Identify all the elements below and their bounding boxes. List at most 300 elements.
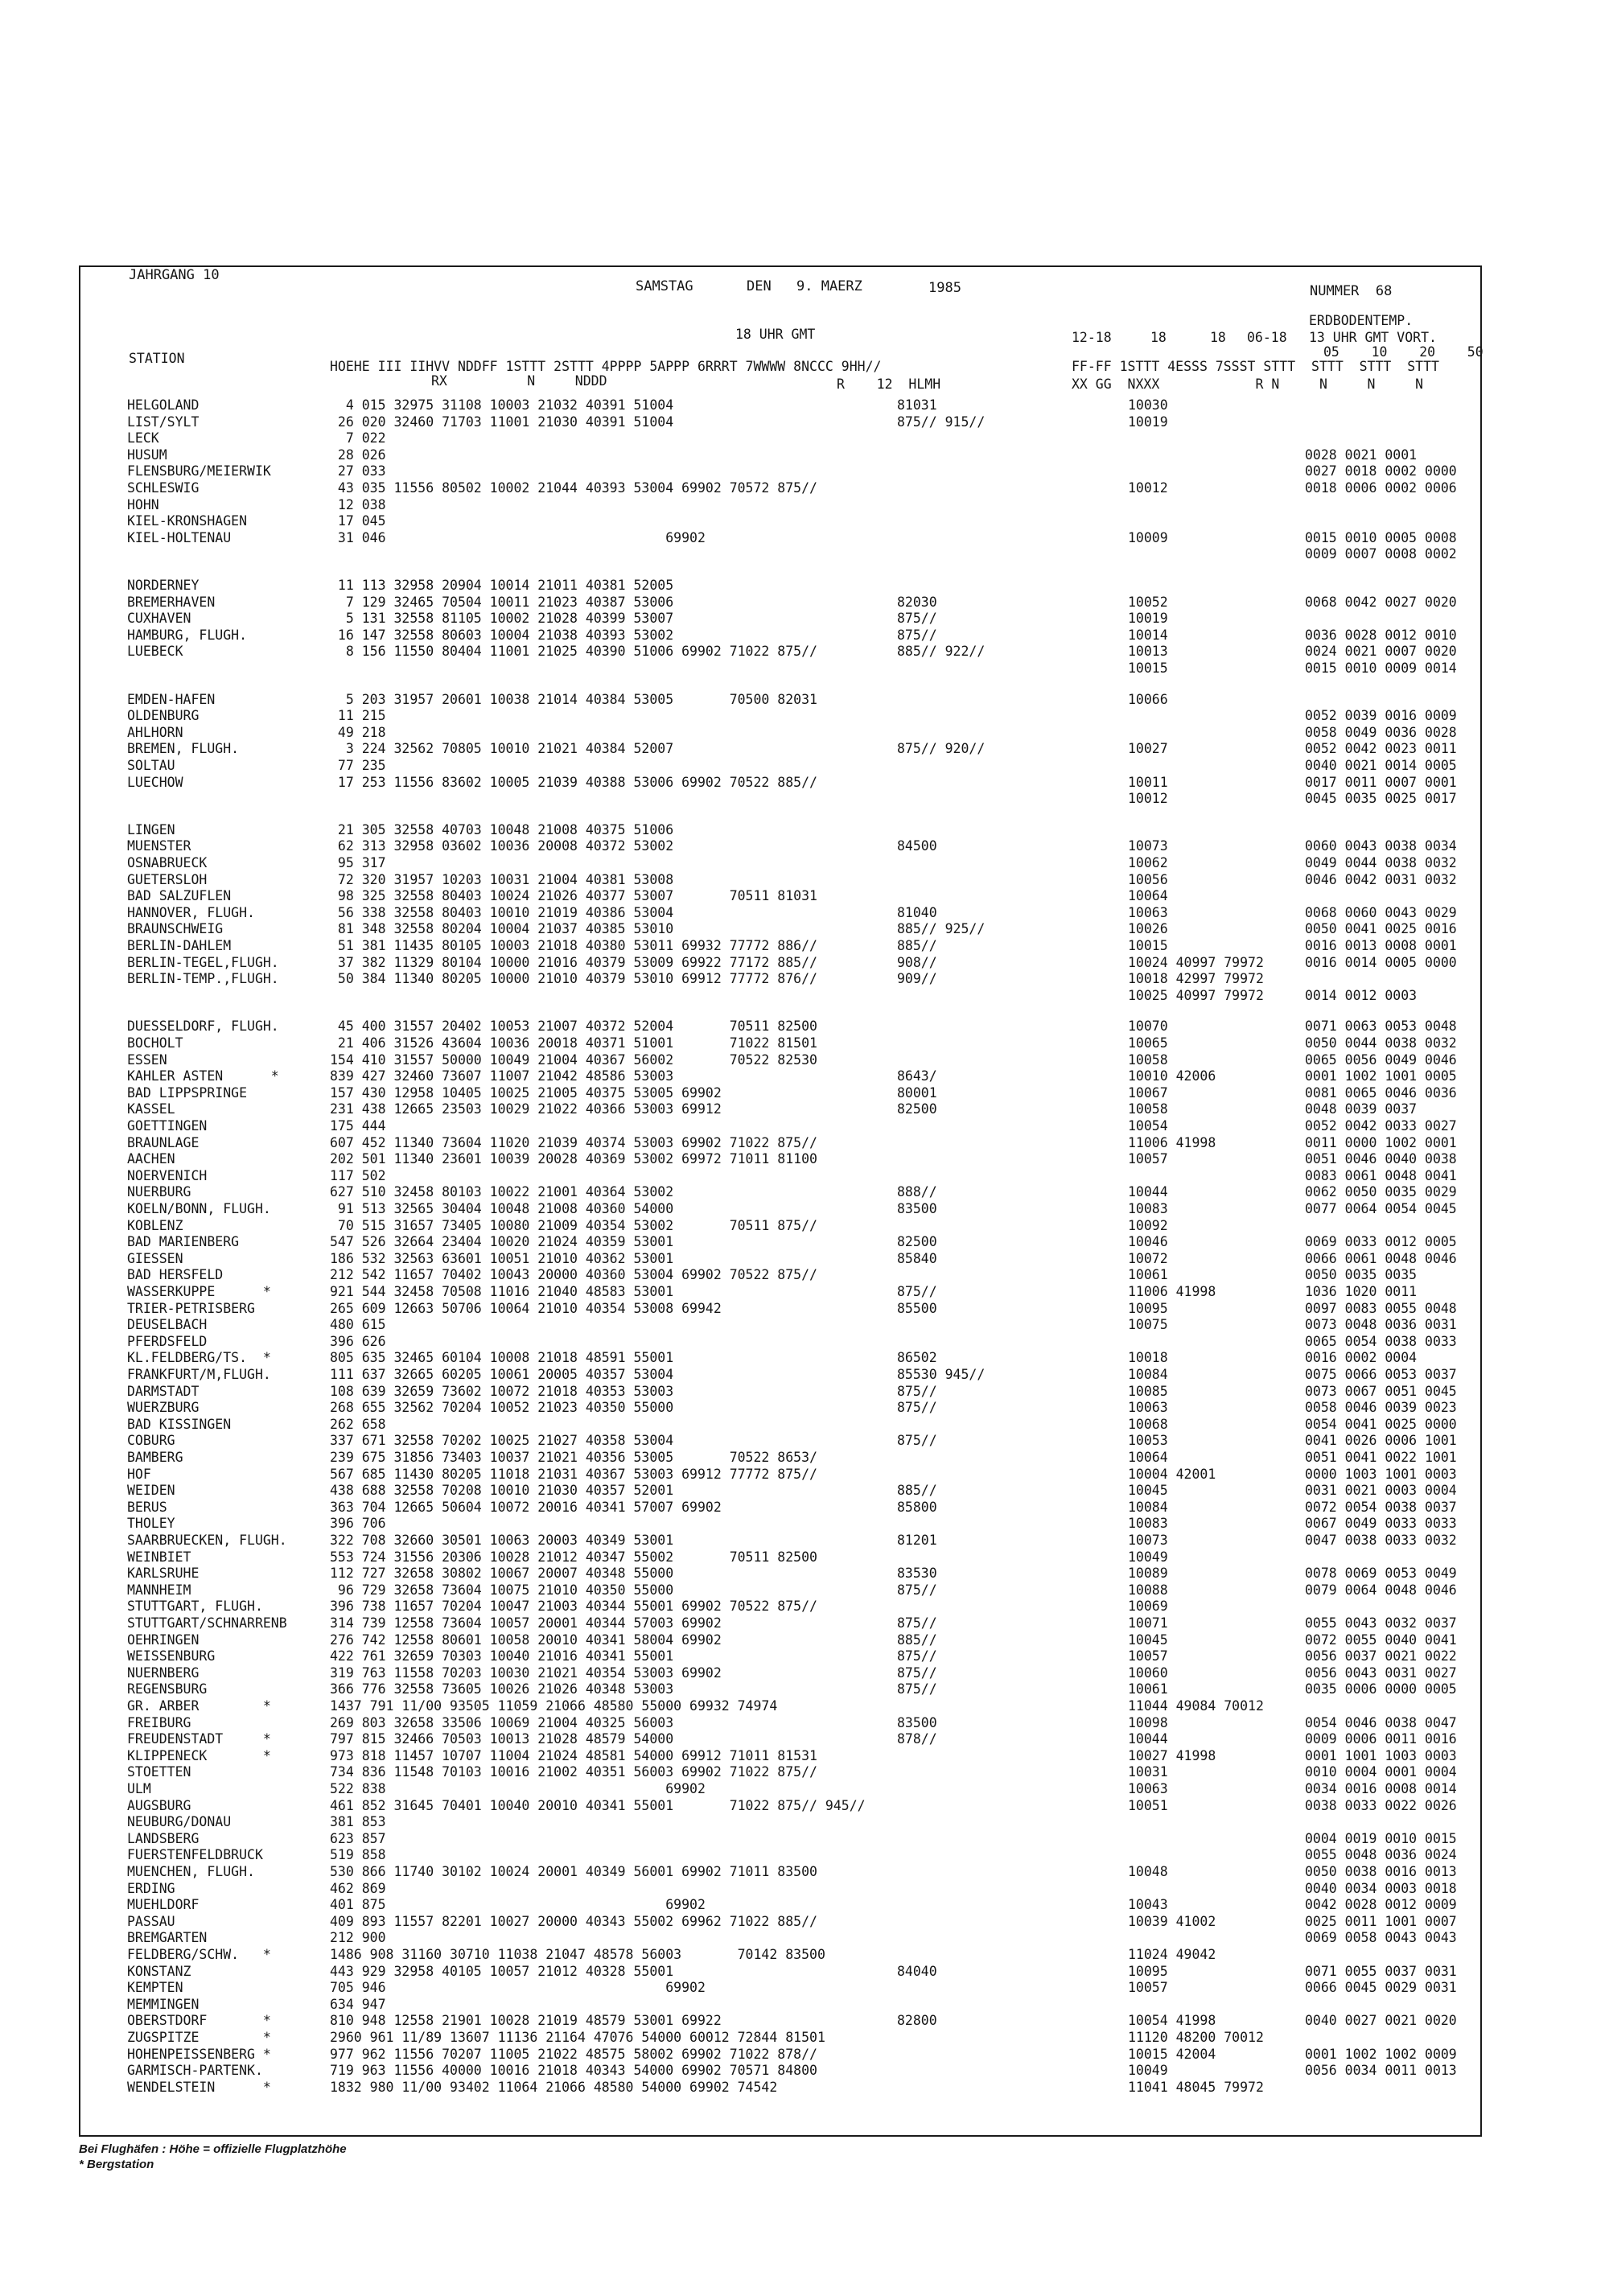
obs-18-extremes: 10046 <box>1128 1234 1168 1249</box>
obs-main: 16 147 32558 80603 10004 21038 40393 53002 <box>330 627 674 643</box>
obs-main: 719 963 11556 40000 10016 21018 40343 54000 69902 70571 84800 <box>330 2063 817 2078</box>
obs-extra: 875// <box>897 1648 937 1664</box>
table-row <box>80 611 1480 627</box>
obs-extra: 85840 <box>897 1251 937 1266</box>
obs-main: 422 761 32659 70303 10040 21016 40341 55001 <box>330 1648 674 1664</box>
obs-main: 186 532 32563 63601 10051 21010 40362 53001 <box>330 1251 674 1266</box>
obs-extra: 81040 <box>897 905 937 920</box>
erdboden-header: ERDBODENTEMP. <box>1309 313 1414 328</box>
soil-temps: 0031 0021 0003 0004 <box>1305 1483 1457 1498</box>
obs-18-extremes: 11006 41998 <box>1128 1135 1216 1150</box>
obs-18-extremes: 10063 <box>1128 905 1168 920</box>
table-row <box>80 1980 1480 1996</box>
station-name: ESSEN <box>127 1052 167 1068</box>
soil-temps: 0015 0010 0009 0014 <box>1305 660 1457 676</box>
table-row <box>80 1566 1480 1582</box>
obs-18-extremes: 10065 <box>1128 1035 1168 1051</box>
obs-main: 396 626 <box>330 1334 386 1349</box>
obs-main: 212 542 11657 70402 10043 20000 40360 53004 69902 70522 875// <box>330 1267 817 1282</box>
table-row <box>80 955 1480 971</box>
soil-temps: 0051 0046 0040 0038 <box>1305 1151 1457 1167</box>
obs-main: 98 325 32558 80403 10024 21026 40377 53007 70511 81031 <box>330 888 817 903</box>
table-row <box>80 988 1480 1004</box>
table-row <box>80 546 1480 562</box>
table-row <box>80 725 1480 741</box>
obs-main: 95 317 <box>330 855 386 870</box>
station-name: LINGEN <box>127 822 175 837</box>
obs-main: 112 727 32658 30802 10067 20007 40348 55000 <box>330 1566 674 1581</box>
obs-main: 547 526 32664 23404 10020 21024 40359 53001 <box>330 1234 674 1249</box>
table-row <box>80 627 1480 644</box>
soil-temps: 0068 0060 0043 0029 <box>1305 905 1457 920</box>
station-name: GIESSEN <box>127 1251 183 1266</box>
obs-18-extremes: 11044 49084 70012 <box>1128 1698 1264 1714</box>
obs-main: 96 729 32658 73604 10075 21010 40350 55000 <box>330 1582 674 1598</box>
soil-temps: 0027 0018 0002 0000 <box>1305 463 1457 479</box>
table-row <box>80 1615 1480 1631</box>
soil-temps: 0069 0058 0043 0043 <box>1305 1930 1457 1945</box>
obs-main: 438 688 32558 70208 10010 21030 40357 52001 <box>330 1483 674 1498</box>
soil-temps: 0072 0055 0040 0041 <box>1305 1632 1457 1648</box>
obs-18-extremes: 10095 <box>1128 1301 1168 1316</box>
table-row <box>80 1168 1480 1184</box>
obs-18-extremes: 10063 <box>1128 1781 1168 1796</box>
station-name: AUGSBURG <box>127 1798 191 1813</box>
obs-18-extremes: 10013 <box>1128 644 1168 659</box>
station-name: BREMERHAVEN <box>127 595 216 610</box>
soil-temps: 0058 0046 0039 0023 <box>1305 1400 1457 1415</box>
obs-main: 705 946 69902 <box>330 1980 706 1995</box>
obs-18-extremes: 10061 <box>1128 1267 1168 1282</box>
table-row <box>80 1665 1480 1681</box>
obs-extra: 81031 <box>897 397 937 413</box>
station-name: BAD MARIENBERG <box>127 1234 240 1249</box>
obs-18-extremes: 10070 <box>1128 1018 1168 1034</box>
obs-18-extremes: 10015 <box>1128 938 1168 953</box>
station-name: ERDING <box>127 1881 175 1896</box>
soil-temps: 0065 0054 0038 0033 <box>1305 1334 1457 1349</box>
soil-temps: 0052 0042 0023 0011 <box>1305 741 1457 756</box>
station-name: WENDELSTEIN * <box>127 2080 271 2095</box>
soil-temps: 0001 1002 1001 0005 <box>1305 1068 1457 1084</box>
obs-main: 77 235 <box>330 758 386 773</box>
station-name: THOLEY <box>127 1516 175 1531</box>
obs-main: 268 655 32562 70204 10052 21023 40350 55000 <box>330 1400 674 1415</box>
station-name: KOBLENZ <box>127 1218 183 1233</box>
station-name: EMDEN-HAFEN <box>127 692 216 707</box>
soil-temps: 0075 0066 0053 0037 <box>1305 1367 1457 1382</box>
obs-main: 157 430 12958 10405 10025 21005 40375 53005 69902 <box>330 1085 722 1101</box>
obs-extra: 888// <box>897 1184 937 1199</box>
soil-temps: 0040 0034 0003 0018 <box>1305 1881 1457 1896</box>
station-name: BREMGARTEN <box>127 1930 208 1945</box>
station-name: BOCHOLT <box>127 1035 183 1051</box>
obs-main: 519 858 <box>330 1847 386 1862</box>
station-name: WEINBIET <box>127 1549 191 1565</box>
table-row <box>80 708 1480 724</box>
table-row <box>80 595 1480 611</box>
soil-temps: 0050 0041 0025 0016 <box>1305 921 1457 936</box>
obs-18-extremes: 10049 <box>1128 2063 1168 2078</box>
obs-main: 5 203 31957 20601 10038 21014 40384 53005 70500 82031 <box>330 692 817 707</box>
station-name: BAD HERSFELD <box>127 1267 224 1282</box>
table-row <box>80 1384 1480 1400</box>
obs-main: 839 427 32460 73607 11007 21042 48586 53003 <box>330 1068 674 1084</box>
obs-main: 4 015 32975 31108 10003 21032 40391 51004 <box>330 397 674 413</box>
table-row <box>80 1400 1480 1416</box>
obs-main: 50 384 11340 80205 10000 21010 40379 53010 69912 77772 876// <box>330 971 817 986</box>
station-name: HOF <box>127 1467 151 1482</box>
soil-temps: 0001 1002 1002 0009 <box>1305 2047 1457 2062</box>
soil-temps: 0050 0038 0016 0013 <box>1305 1864 1457 1879</box>
obs-extra: 875// <box>897 1384 937 1399</box>
obs-main: 810 948 12558 21901 10028 21019 48579 53001 69922 <box>330 2013 722 2028</box>
depth-header: 05 10 20 50 <box>1323 344 1483 360</box>
table-row <box>80 497 1480 513</box>
codes-header-1b: RX N NDDD <box>431 373 607 389</box>
station-name: KIEL-HOLTENAU <box>127 530 232 545</box>
obs-main: 977 962 11556 70207 11005 21022 48575 58002 69902 71022 878// <box>330 2047 817 2062</box>
table-row <box>80 1068 1480 1084</box>
soil-temps: 0000 1003 1001 0003 <box>1305 1467 1457 1482</box>
obs-main: 7 129 32465 70504 10011 21023 40387 53006 <box>330 595 674 610</box>
table-row <box>80 1184 1480 1200</box>
soil-temps: 0056 0043 0031 0027 <box>1305 1665 1457 1681</box>
soil-temps: 0056 0037 0021 0022 <box>1305 1648 1457 1664</box>
station-name: STUTTGART/SCHNARRENB <box>127 1615 287 1631</box>
station-name: FUERSTENFELDBRUCK <box>127 1847 263 1862</box>
soil-temps: 0017 0011 0007 0001 <box>1305 775 1457 790</box>
soil-temps: 0036 0028 0012 0010 <box>1305 627 1457 643</box>
station-name: BERLIN-TEGEL,FLUGH. <box>127 955 279 970</box>
soil-temps: 0055 0048 0036 0024 <box>1305 1847 1457 1862</box>
table-row <box>80 1731 1480 1747</box>
station-name: BAD SALZUFLEN <box>127 888 232 903</box>
soil-temps: 0078 0069 0053 0049 <box>1305 1566 1457 1581</box>
table-row <box>80 1897 1480 1913</box>
time-18-header: 18 UHR GMT <box>735 327 816 342</box>
station-name: PFERDSFELD <box>127 1334 208 1349</box>
station-name: LUEBECK <box>127 644 183 659</box>
table-row <box>80 855 1480 871</box>
obs-main: 805 635 32465 60104 10008 21018 48591 55001 <box>330 1350 674 1365</box>
soil-temps: 0001 1001 1003 0003 <box>1305 1748 1457 1763</box>
soil-temps: 0016 0002 0004 <box>1305 1350 1418 1365</box>
station-name: KOELN/BONN, FLUGH. <box>127 1201 271 1216</box>
obs-18-extremes: 10044 <box>1128 1184 1168 1199</box>
obs-18-extremes: 10073 <box>1128 1533 1168 1548</box>
station-name: GUETERSLOH <box>127 872 208 887</box>
table-row <box>80 1500 1480 1516</box>
obs-18-extremes: 10063 <box>1128 1400 1168 1415</box>
table-row <box>80 1964 1480 1980</box>
obs-extra: 82800 <box>897 2013 937 2028</box>
obs-extra: 875// <box>897 1615 937 1631</box>
obs-18-extremes: 11006 41998 <box>1128 1284 1216 1299</box>
table-row <box>80 1764 1480 1780</box>
obs-main: 56 338 32558 80403 10010 21019 40386 53004 <box>330 905 674 920</box>
soil-temps: 0045 0035 0025 0017 <box>1305 791 1457 806</box>
obs-main: 462 869 <box>330 1881 386 1896</box>
table-row <box>80 2013 1480 2029</box>
obs-18-extremes: 10062 <box>1128 855 1168 870</box>
obs-main: 2960 961 11/89 13607 11136 21164 47076 54000 60012 72844 81501 <box>330 2030 825 2045</box>
table-row <box>80 1350 1480 1366</box>
obs-18-extremes: 10057 <box>1128 1648 1168 1664</box>
table-row <box>80 1814 1480 1830</box>
soil-temps: 0015 0010 0005 0008 <box>1305 530 1457 545</box>
obs-18-extremes: 10018 <box>1128 1350 1168 1365</box>
obs-main: 12 038 <box>330 497 386 512</box>
obs-main: 72 320 31957 10203 10031 21004 40381 53008 <box>330 872 674 887</box>
soil-temps: 0062 0050 0035 0029 <box>1305 1184 1457 1199</box>
station-name: ZUGSPITZE * <box>127 2030 271 2045</box>
table-row <box>80 1648 1480 1664</box>
obs-extra: 81201 <box>897 1533 937 1548</box>
obs-main: 322 708 32660 30501 10063 20003 40349 53001 <box>330 1533 674 1548</box>
obs-main: 43 035 11556 80502 10002 21044 40393 53004 69902 70572 875// <box>330 480 817 496</box>
day-label: DEN <box>747 278 772 294</box>
table-row <box>80 1516 1480 1532</box>
station-name: WEIDEN <box>127 1483 175 1498</box>
uhr-13-header: 13 UHR GMT VORT. <box>1309 330 1437 345</box>
table-row <box>80 660 1480 677</box>
table-row <box>80 463 1480 479</box>
obs-main: 7 022 <box>330 430 386 446</box>
obs-extra: 82030 <box>897 595 937 610</box>
table-row <box>80 480 1480 496</box>
table-row <box>80 1632 1480 1648</box>
table-row <box>80 888 1480 904</box>
obs-main: 265 609 12663 50706 10064 21010 40354 53008 69942 <box>330 1301 722 1316</box>
obs-18-extremes: 10019 <box>1128 611 1168 626</box>
time-18a: 18 <box>1150 330 1167 345</box>
table-row <box>80 1218 1480 1234</box>
table-row <box>80 1267 1480 1283</box>
soil-temps: 0072 0054 0038 0037 <box>1305 1500 1457 1515</box>
obs-extra: 875// <box>897 1400 937 1415</box>
table-row <box>80 1101 1480 1117</box>
obs-extra: 875// <box>897 1433 937 1448</box>
station-name: HELGOLAND <box>127 397 200 413</box>
station-name: BERUS <box>127 1500 167 1515</box>
soil-temps: 0038 0033 0022 0026 <box>1305 1798 1457 1813</box>
soil-temps: 0011 0000 1002 0001 <box>1305 1135 1457 1150</box>
obs-extra: 84040 <box>897 1964 937 1979</box>
obs-extra: 875// <box>897 1582 937 1598</box>
table-row <box>80 1301 1480 1317</box>
table-row <box>80 1715 1480 1731</box>
station-name: FELDBERG/SCHW. * <box>127 1947 271 1962</box>
obs-18-extremes: 10012 <box>1128 791 1168 806</box>
soil-temps: 0097 0083 0055 0048 <box>1305 1301 1457 1316</box>
obs-main: 337 671 32558 70202 10025 21027 40358 53004 <box>330 1433 674 1448</box>
obs-main: 443 929 32958 40105 10057 21012 40328 55001 <box>330 1964 674 1979</box>
table-row <box>80 1549 1480 1566</box>
station-name: BREMEN, FLUGH. <box>127 741 240 756</box>
station-name: MUEHLDORF <box>127 1897 200 1912</box>
station-name: MUENCHEN, FLUGH. <box>127 1864 255 1879</box>
obs-main: 1832 980 11/00 93402 11064 21066 48580 54000 69902 74542 <box>330 2080 778 2095</box>
table-row <box>80 971 1480 987</box>
station-name: OEHRINGEN <box>127 1632 200 1648</box>
obs-18-extremes: 10088 <box>1128 1582 1168 1598</box>
obs-main: 381 853 <box>330 1814 386 1829</box>
obs-18-extremes: 10039 41002 <box>1128 1914 1216 1929</box>
obs-extra: 83530 <box>897 1566 937 1581</box>
obs-main: 314 739 12558 73604 10057 20001 40344 57003 69902 <box>330 1615 722 1631</box>
table-row <box>80 414 1480 430</box>
table-row <box>80 1234 1480 1250</box>
table-row <box>80 1135 1480 1151</box>
obs-main: 231 438 12665 23503 10029 21022 40366 53003 69912 <box>330 1101 722 1117</box>
obs-main: 239 675 31856 73403 10037 21021 40356 53005 70522 8653/ <box>330 1450 817 1465</box>
station-name: LUECHOW <box>127 775 183 790</box>
station-name: KL.FELDBERG/TS. * <box>127 1350 271 1365</box>
obs-extra: 875// 915// <box>897 414 986 430</box>
soil-temps: 0034 0016 0008 0014 <box>1305 1781 1457 1796</box>
soil-temps: 0071 0055 0037 0031 <box>1305 1964 1457 1979</box>
table-row <box>80 513 1480 529</box>
obs-18-extremes: 10045 <box>1128 1483 1168 1498</box>
obs-18-extremes: 10015 42004 <box>1128 2047 1216 2062</box>
soil-temps: 0028 0021 0001 <box>1305 447 1418 463</box>
obs-18-extremes: 10030 <box>1128 397 1168 413</box>
table-row <box>80 1599 1480 1615</box>
table-row <box>80 2063 1480 2079</box>
obs-main: 973 818 11457 10707 11004 21024 48581 54000 69912 71011 81531 <box>330 1748 817 1763</box>
table-row <box>80 921 1480 937</box>
codes-header-1: HOEHE III IIHVV NDDFF 1STTT 2STTT 4PPPP 5APPP 6RRRT 7WWWW 8NCCC 9HH// <box>330 359 882 374</box>
obs-main: 11 215 <box>330 708 386 723</box>
table-row <box>80 775 1480 791</box>
station-name: NUERNBERG <box>127 1665 200 1681</box>
obs-18-extremes: 10043 <box>1128 1897 1168 1912</box>
station-name: DARMSTADT <box>127 1384 200 1399</box>
obs-18-extremes: 10057 <box>1128 1151 1168 1167</box>
table-row <box>80 1847 1480 1863</box>
station-name: BAD KISSINGEN <box>127 1417 232 1432</box>
obs-18-extremes: 10072 <box>1128 1251 1168 1266</box>
obs-main: 5 131 32558 81105 10002 21028 40399 53007 <box>330 611 674 626</box>
table-row <box>80 1251 1480 1267</box>
table-row <box>80 447 1480 463</box>
obs-18-extremes: 10015 <box>1128 660 1168 676</box>
time-18b: 18 <box>1210 330 1226 345</box>
soil-temps: 0047 0038 0033 0032 <box>1305 1533 1457 1548</box>
station-name: LANDSBERG <box>127 1831 200 1846</box>
soil-temps: 0071 0063 0053 0048 <box>1305 1018 1457 1034</box>
obs-main: 480 615 <box>330 1317 386 1332</box>
obs-18-extremes: 10068 <box>1128 1417 1168 1432</box>
date-label: 9. MAERZ <box>796 278 862 294</box>
table-row <box>80 1433 1480 1449</box>
station-name: ULM <box>127 1781 151 1796</box>
station-name: NUERBURG <box>127 1184 191 1199</box>
obs-18-extremes: 10053 <box>1128 1433 1168 1448</box>
obs-main: 108 639 32659 73602 10072 21018 40353 53003 <box>330 1384 674 1399</box>
table-row <box>80 1334 1480 1350</box>
station-name: HOHN <box>127 497 159 512</box>
obs-extra: 85800 <box>897 1500 937 1515</box>
station-name: LIST/SYLT <box>127 414 200 430</box>
table-row <box>80 1367 1480 1383</box>
footnote-mountain: * Bergstation <box>79 2158 154 2171</box>
soil-temps: 0042 0028 0012 0009 <box>1305 1897 1457 1912</box>
obs-main: 175 444 <box>330 1118 386 1134</box>
obs-main: 797 815 32466 70503 10013 21028 48579 54000 <box>330 1731 674 1747</box>
soil-temps: 0054 0041 0025 0000 <box>1305 1417 1457 1432</box>
table-row <box>80 530 1480 546</box>
soil-temps: 0048 0039 0037 <box>1305 1101 1418 1117</box>
obs-extra: 875// 920// <box>897 741 986 756</box>
obs-18-extremes: 10051 <box>1128 1798 1168 1813</box>
soil-temps: 0054 0046 0038 0047 <box>1305 1715 1457 1730</box>
table-row <box>80 1018 1480 1035</box>
station-name: BAMBERG <box>127 1450 183 1465</box>
station-name: FREUDENSTADT * <box>127 1731 271 1747</box>
station-name: KARLSRUHE <box>127 1566 200 1581</box>
obs-18-extremes: 10045 <box>1128 1632 1168 1648</box>
soil-temps: 0004 0019 0010 0015 <box>1305 1831 1457 1846</box>
soil-temps: 0055 0043 0032 0037 <box>1305 1615 1457 1631</box>
obs-main: 8 156 11550 80404 11001 21025 40390 51006 69902 71022 875// <box>330 644 817 659</box>
station-name: KASSEL <box>127 1101 175 1117</box>
obs-18-extremes: 10084 <box>1128 1367 1168 1382</box>
obs-main: 51 381 11435 80105 10003 21018 40380 53011 69932 77772 886// <box>330 938 817 953</box>
obs-18-extremes: 10054 <box>1128 1118 1168 1134</box>
soil-temps: 0056 0034 0011 0013 <box>1305 2063 1457 2078</box>
station-name: HOHENPEISSENBERG * <box>127 2047 271 2062</box>
obs-main: 17 253 11556 83602 10005 21039 40388 53006 69902 70522 885// <box>330 775 817 790</box>
station-name: HANNOVER, FLUGH. <box>127 905 255 920</box>
obs-18-extremes: 10011 <box>1128 775 1168 790</box>
table-row <box>80 578 1480 594</box>
obs-18-extremes: 10085 <box>1128 1384 1168 1399</box>
soil-temps: 0077 0064 0054 0045 <box>1305 1201 1457 1216</box>
table-row <box>80 1798 1480 1814</box>
obs-main: 319 763 11558 70203 10030 21021 40354 53003 69902 <box>330 1665 722 1681</box>
table-row <box>80 1151 1480 1167</box>
obs-18-extremes: 10075 <box>1128 1317 1168 1332</box>
obs-extra: 875// <box>897 1284 937 1299</box>
table-row <box>80 872 1480 888</box>
table-row <box>80 430 1480 446</box>
obs-main: 262 658 <box>330 1417 386 1432</box>
obs-main: 11 113 32958 20904 10014 21011 40381 52005 <box>330 578 674 593</box>
obs-main: 607 452 11340 73604 11020 21039 40374 53003 69902 71022 875// <box>330 1135 817 1150</box>
table-row <box>80 1450 1480 1466</box>
table-row <box>80 1533 1480 1549</box>
obs-main: 28 026 <box>330 447 386 463</box>
obs-main: 212 900 <box>330 1930 386 1945</box>
obs-main: 49 218 <box>330 725 386 740</box>
obs-18-extremes: 10092 <box>1128 1218 1168 1233</box>
soil-temps: 0073 0048 0036 0031 <box>1305 1317 1457 1332</box>
station-name: STOETTEN <box>127 1764 191 1780</box>
footnote <box>79 2142 347 2172</box>
station-name: AACHEN <box>127 1151 175 1167</box>
obs-18-extremes: 10056 <box>1128 872 1168 887</box>
obs-extra: 875// <box>897 1665 937 1681</box>
issue-number: NUMMER 68 <box>1310 283 1393 299</box>
station-name: LECK <box>127 430 159 446</box>
obs-extra: 875// <box>897 627 937 643</box>
obs-main: 3 224 32562 70805 10010 21021 40384 52007 <box>330 741 674 756</box>
station-name: WEISSENBURG <box>127 1648 216 1664</box>
obs-18-extremes: 10024 40997 79972 <box>1128 955 1264 970</box>
table-row <box>80 2080 1480 2096</box>
